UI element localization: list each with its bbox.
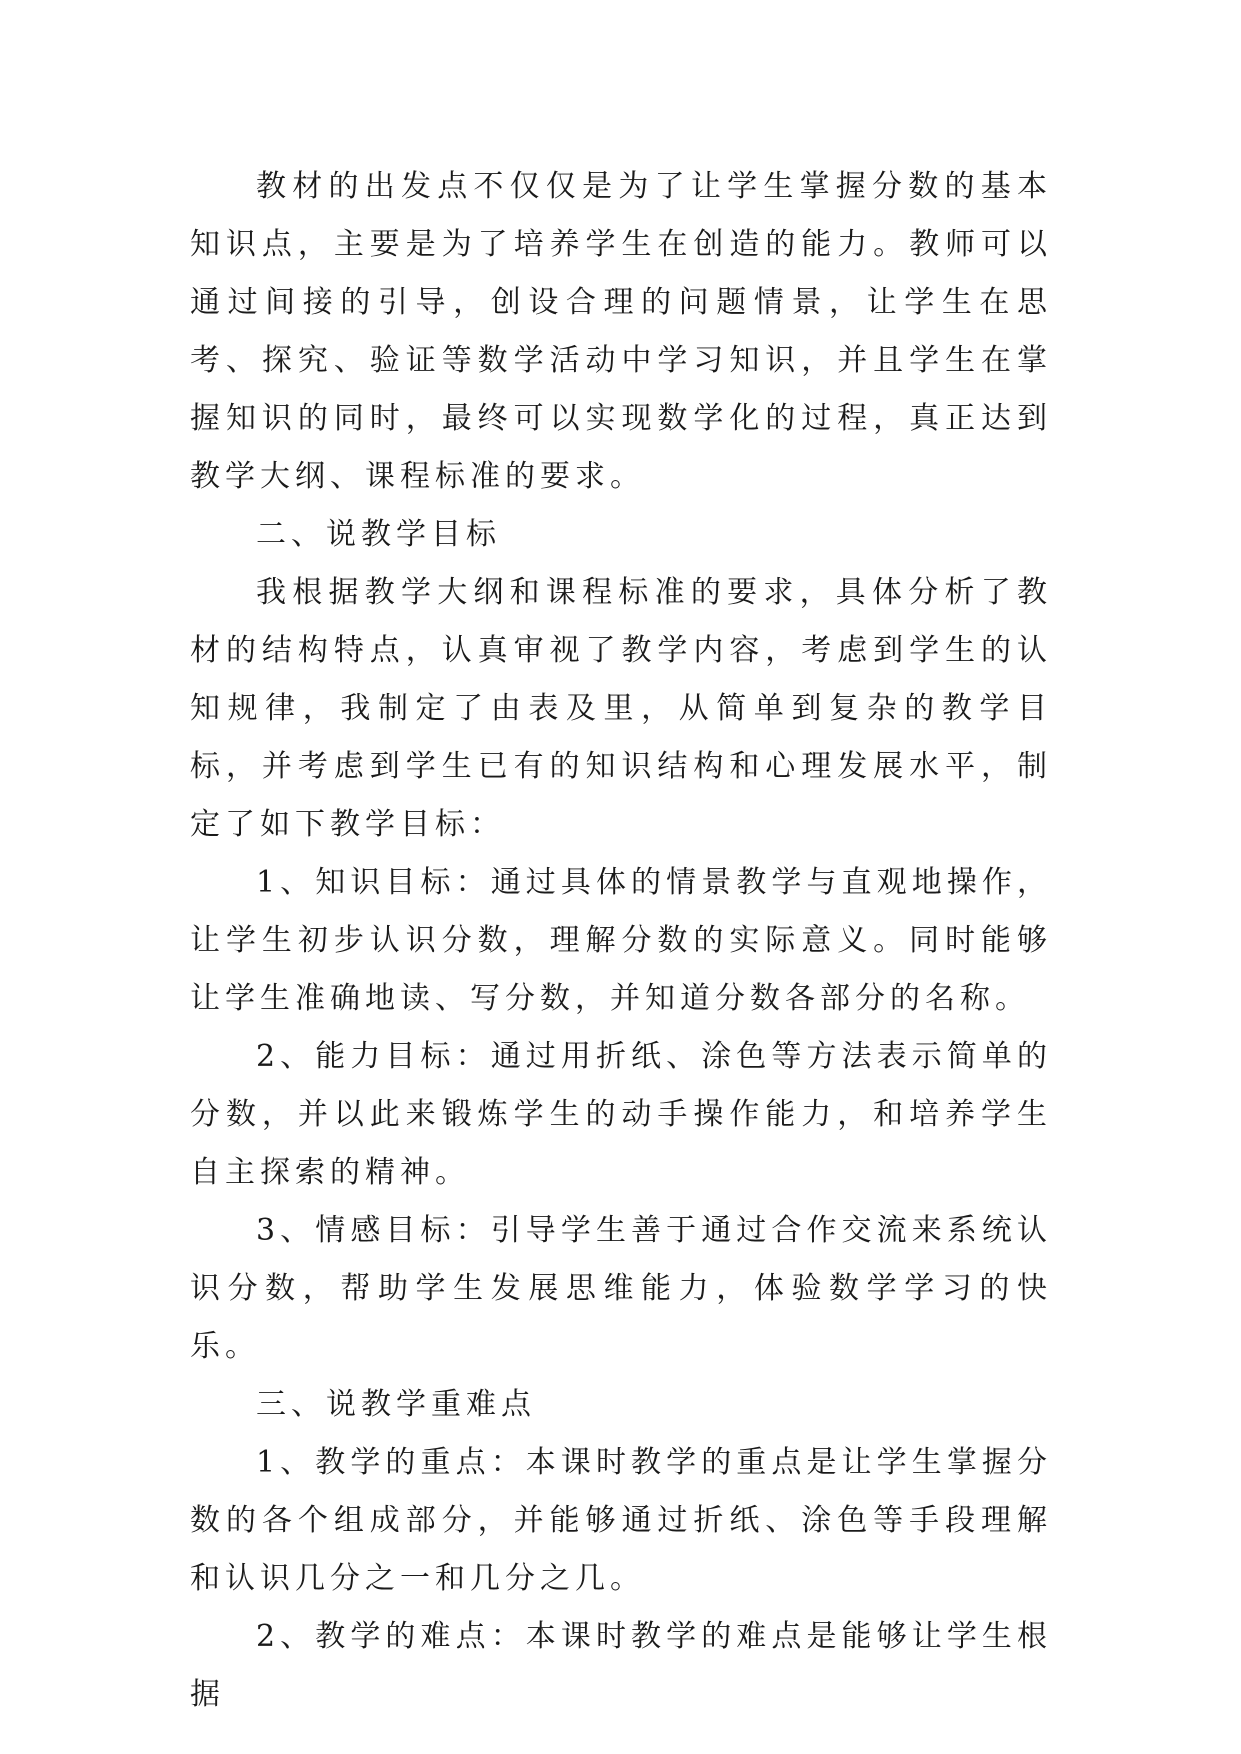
- paragraph-knowledge-goal: 1、知识目标：通过具体的情景教学与直观地操作，让学生初步认识分数，理解分数的实际意义。同时能够让学生准确地读、写分数，并知道分数各部分的名称。: [190, 865, 1052, 1016]
- section-heading-key-difficult-points: 三、说教学重难点: [256, 1387, 536, 1422]
- paragraph-textbook-intent: 教材的出发点不仅仅是为了让学生掌握分数的基本知识点，主要是为了培养学生在创造的能力。教师可以通过间接的引导，创设合理的问题情景，让学生在思考、探究、验证等数学活动中学习知识，并且学生在掌握知识的同时，最终可以实现数学化的过程，真正达到教学大纲、课程标准的要求。: [190, 169, 1052, 494]
- paragraph-ability-goal: 2、能力目标：通过用折纸、涂色等方法表示简单的分数，并以此来锻炼学生的动手操作能力，和培养学生自主探索的精神。: [190, 1039, 1052, 1190]
- paragraph-key-point: 1、教学的重点：本课时教学的重点是让学生掌握分数的各个组成部分，并能够通过折纸、涂色等手段理解和认识几分之一和几分之几。: [190, 1445, 1052, 1596]
- paragraph-difficult-point: 2、教学的难点：本课时教学的难点是能够让学生根据: [190, 1619, 1052, 1712]
- paragraph-emotion-goal: 3、情感目标：引导学生善于通过合作交流来系统认识分数，帮助学生发展思维能力，体验数学学习的快乐。: [190, 1213, 1052, 1364]
- section-heading-teaching-goals: 二、说教学目标: [256, 517, 501, 552]
- paragraph-goals-intro: 我根据教学大纲和课程标准的要求，具体分析了教材的结构特点，认真审视了教学内容，考虑到学生的认知规律，我制定了由表及里，从简单到复杂的教学目标，并考虑到学生已有的知识结构和心理发展水平，制定了如下教学目标：: [190, 575, 1052, 842]
- document-page: [190, 158, 1052, 1724]
